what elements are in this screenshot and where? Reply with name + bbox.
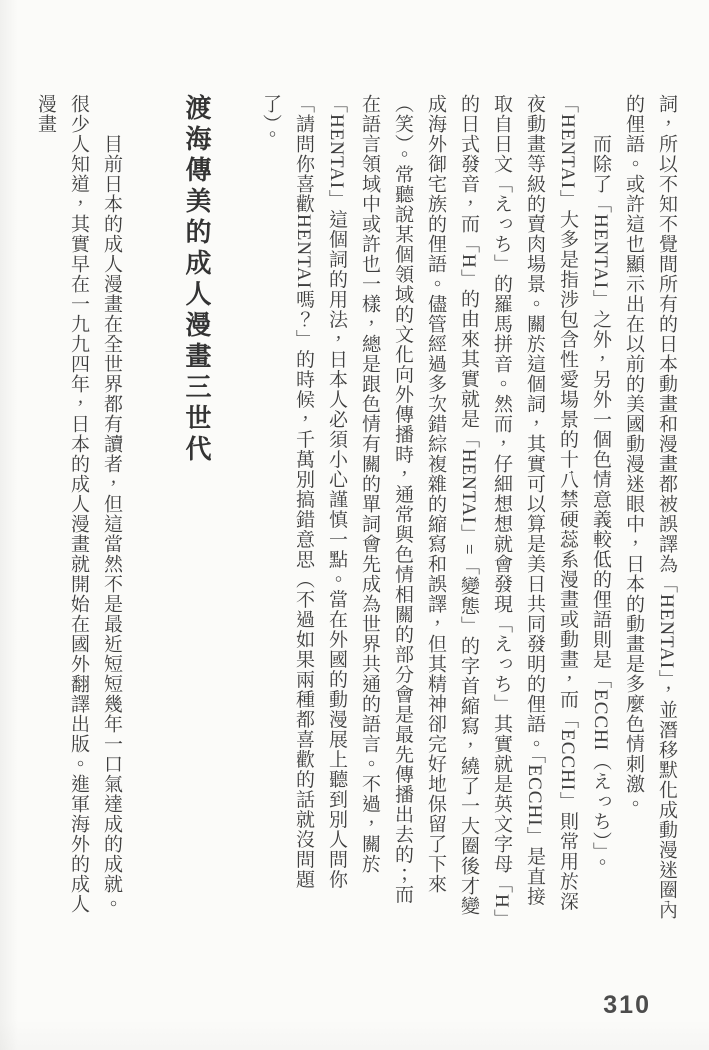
paragraph-overseas-manga: 目前日本的成人漫畫在全世界都有讀者，但這當然不是最近短短幾年一口氣達成的成就。很少人知道，其實早在一九九四年，日本的成人漫畫就開始在國外翻譯出版。進軍海外的成人漫畫 xyxy=(35,94,122,914)
paragraph-hentai-ecchi: 而除了「HENTAI」之外，另外一個色情意義較低的俚語則是「ECCHI（えっち）」。「HENTAI」大多是指涉包含性愛場景的十八禁硬蕊系漫畫或動畫，而「ECCHI」則常用於深夜動畫等級的賣肉場景。關於這個詞，其實可以算是美日共同發明的俚語。「ECCHI」是直接取自日文「えっち」的羅馬拼音。然而，仔細想想就會發現「えっち」其實就是英文字母「H」的日式發音，而「H」的由來其實就是「HENTAI」=「變態」的字首縮寫，繞了一大圈後才變成海外御宅族的俚語。儘管經過多次錯綜複雜的縮寫和誤譯，但其精神卻完好地保留了下來（笑）。常聽說某個領域的文化向外傳播時，通常與色情相關的部分會是最先傳播出去的；而在語言領域中或許也一樣，總是跟色情有關的單詞會先成為世界共通的語言。不過，關於「HENTAI」這個詞的用法，日本人必須小心謹慎一點。當在外國的動漫展上聽到別人問你「請問你喜歡HENTAI嗎？」的時候，千萬別搞錯意思（不過如果兩種都喜歡的話就沒問題了）。 xyxy=(260,94,611,920)
body-text-block xyxy=(35,94,683,922)
section-heading: 渡海傳美的成人漫畫三世代 xyxy=(182,94,211,466)
page-number: 310 xyxy=(603,991,651,1019)
paragraph-continuation: 詞，所以不知不覺間所有的日本動畫和漫畫都被誤譯為「HENTAI」，並潛移默化成動漫迷圈內的俚語。或許這也顯示出在以前的美國動漫迷眼中，日本的動畫是多麼色情刺激。 xyxy=(623,94,677,920)
